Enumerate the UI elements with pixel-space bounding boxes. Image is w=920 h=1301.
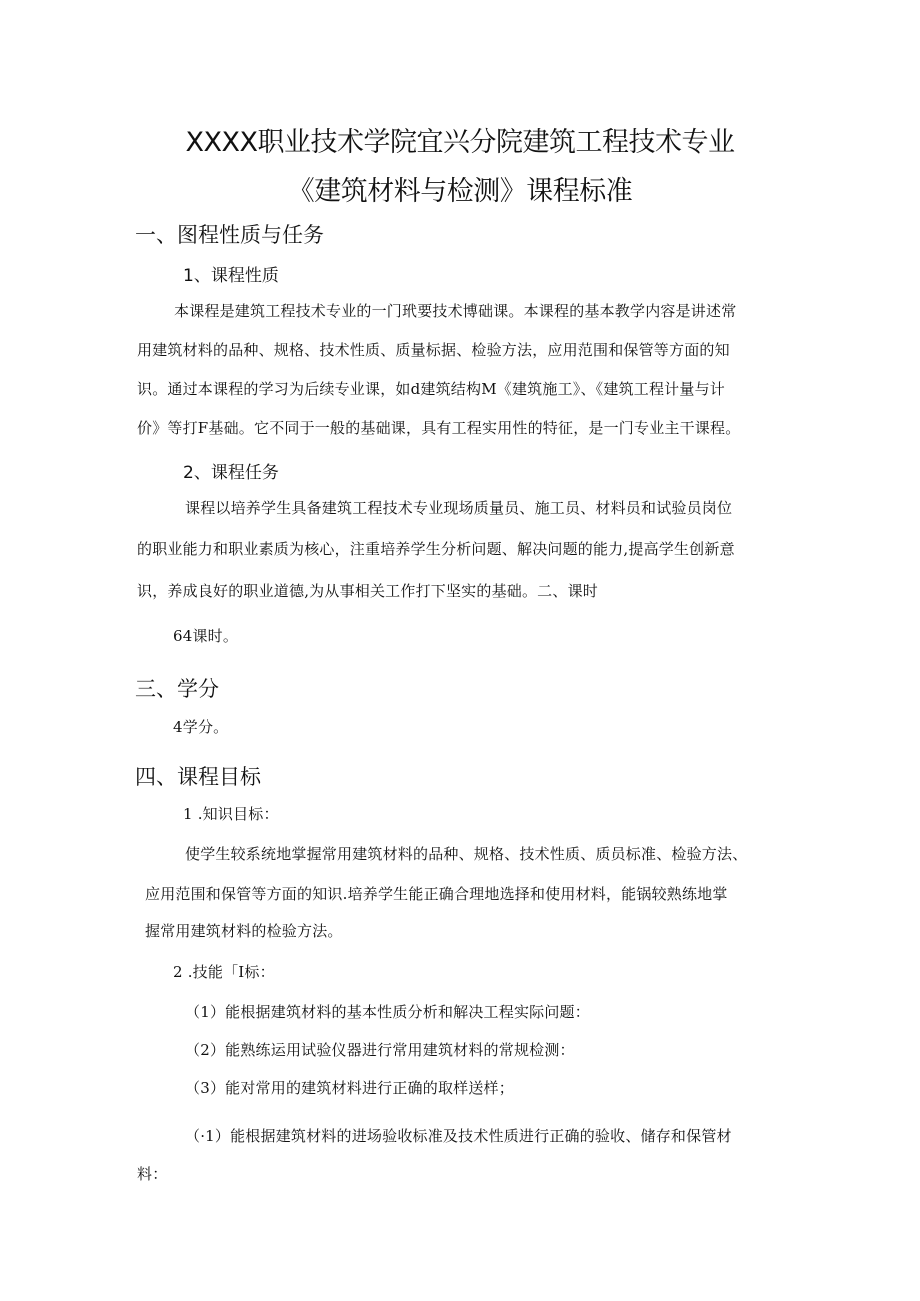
subsection-course-nature-heading: 1、课程性质	[183, 266, 279, 286]
credits-text: 4学分。	[173, 718, 229, 736]
paragraph-line: 识。通过本课程的学习为后续专业课，如d建筑结构M《建筑施工》、《建筑工程计量与计	[137, 380, 725, 398]
paragraph-line: 应用范围和保管等方面的知识.培养学生能正确合理地选择和使用材料，能锅较熟练地掌	[145, 885, 728, 903]
knowledge-goal-heading: 1 .知识目标：	[183, 805, 279, 823]
paragraph-line: 使学生较系统地掌握常用建筑材料的品种、规格、技术性质、质员标准、检验方法、	[185, 845, 748, 863]
skill-item: （3）能对常用的建筑材料进行正确的取样送样；	[185, 1079, 514, 1097]
paragraph-line: 用建筑材料的品种、规格、技术性质、质量标据、检验方法，应用范围和保管等方面的知	[137, 341, 730, 359]
skill-goal-heading: 2 .技能「I标：	[173, 963, 275, 981]
skill-item-continuation: 料：	[137, 1165, 168, 1183]
paragraph-line: 本课程是建筑工程技术专业的一门玳要技术博础课。本课程的基本教学内容是讲述常	[174, 302, 737, 320]
skill-item: （1）能根据建筑材料的基本性质分析和解决工程实际问题：	[185, 1003, 590, 1021]
section3-heading: 三、学分	[135, 677, 219, 701]
doc-title-line1: XXXX职业技术学院宜兴分院建筑工程技术专业	[185, 127, 735, 158]
paragraph-line: 课程以培养学生具备建筑工程技术专业现场质量员、施工员、材料员和试验员岗位	[185, 499, 733, 517]
paragraph-line: 握常用建筑材料的检验方法。	[145, 922, 343, 940]
paragraph-line: 价》等打F基础。它不同于一般的基础课，具有工程实用性的特征，是一门专业主干课程。	[137, 419, 741, 437]
skill-item: （2）能熟练运用试验仪器进行常用建筑材料的常规检测：	[185, 1041, 575, 1059]
paragraph-line: 识，养成良好的职业道德,为从事相关工作打下坚实的基础。二、课时	[137, 582, 598, 600]
skill-item: （·1）能根据建筑材料的进场验收标准及技术性质进行正确的验收、储存和保管材	[185, 1127, 732, 1145]
subsection-course-task-heading: 2、课程任务	[183, 463, 279, 483]
section1-heading: 一、图程性质与任务	[135, 223, 324, 247]
doc-title-line2: 《建筑材料与检测》课程标准	[287, 176, 633, 207]
section4-heading: 四、课程目标	[135, 765, 261, 789]
paragraph-line: 的职业能力和职业素质为核心，注重培养学生分析问题、解决问题的能力,提高学生创新意	[137, 540, 735, 558]
course-hours: 64课时。	[173, 627, 239, 645]
